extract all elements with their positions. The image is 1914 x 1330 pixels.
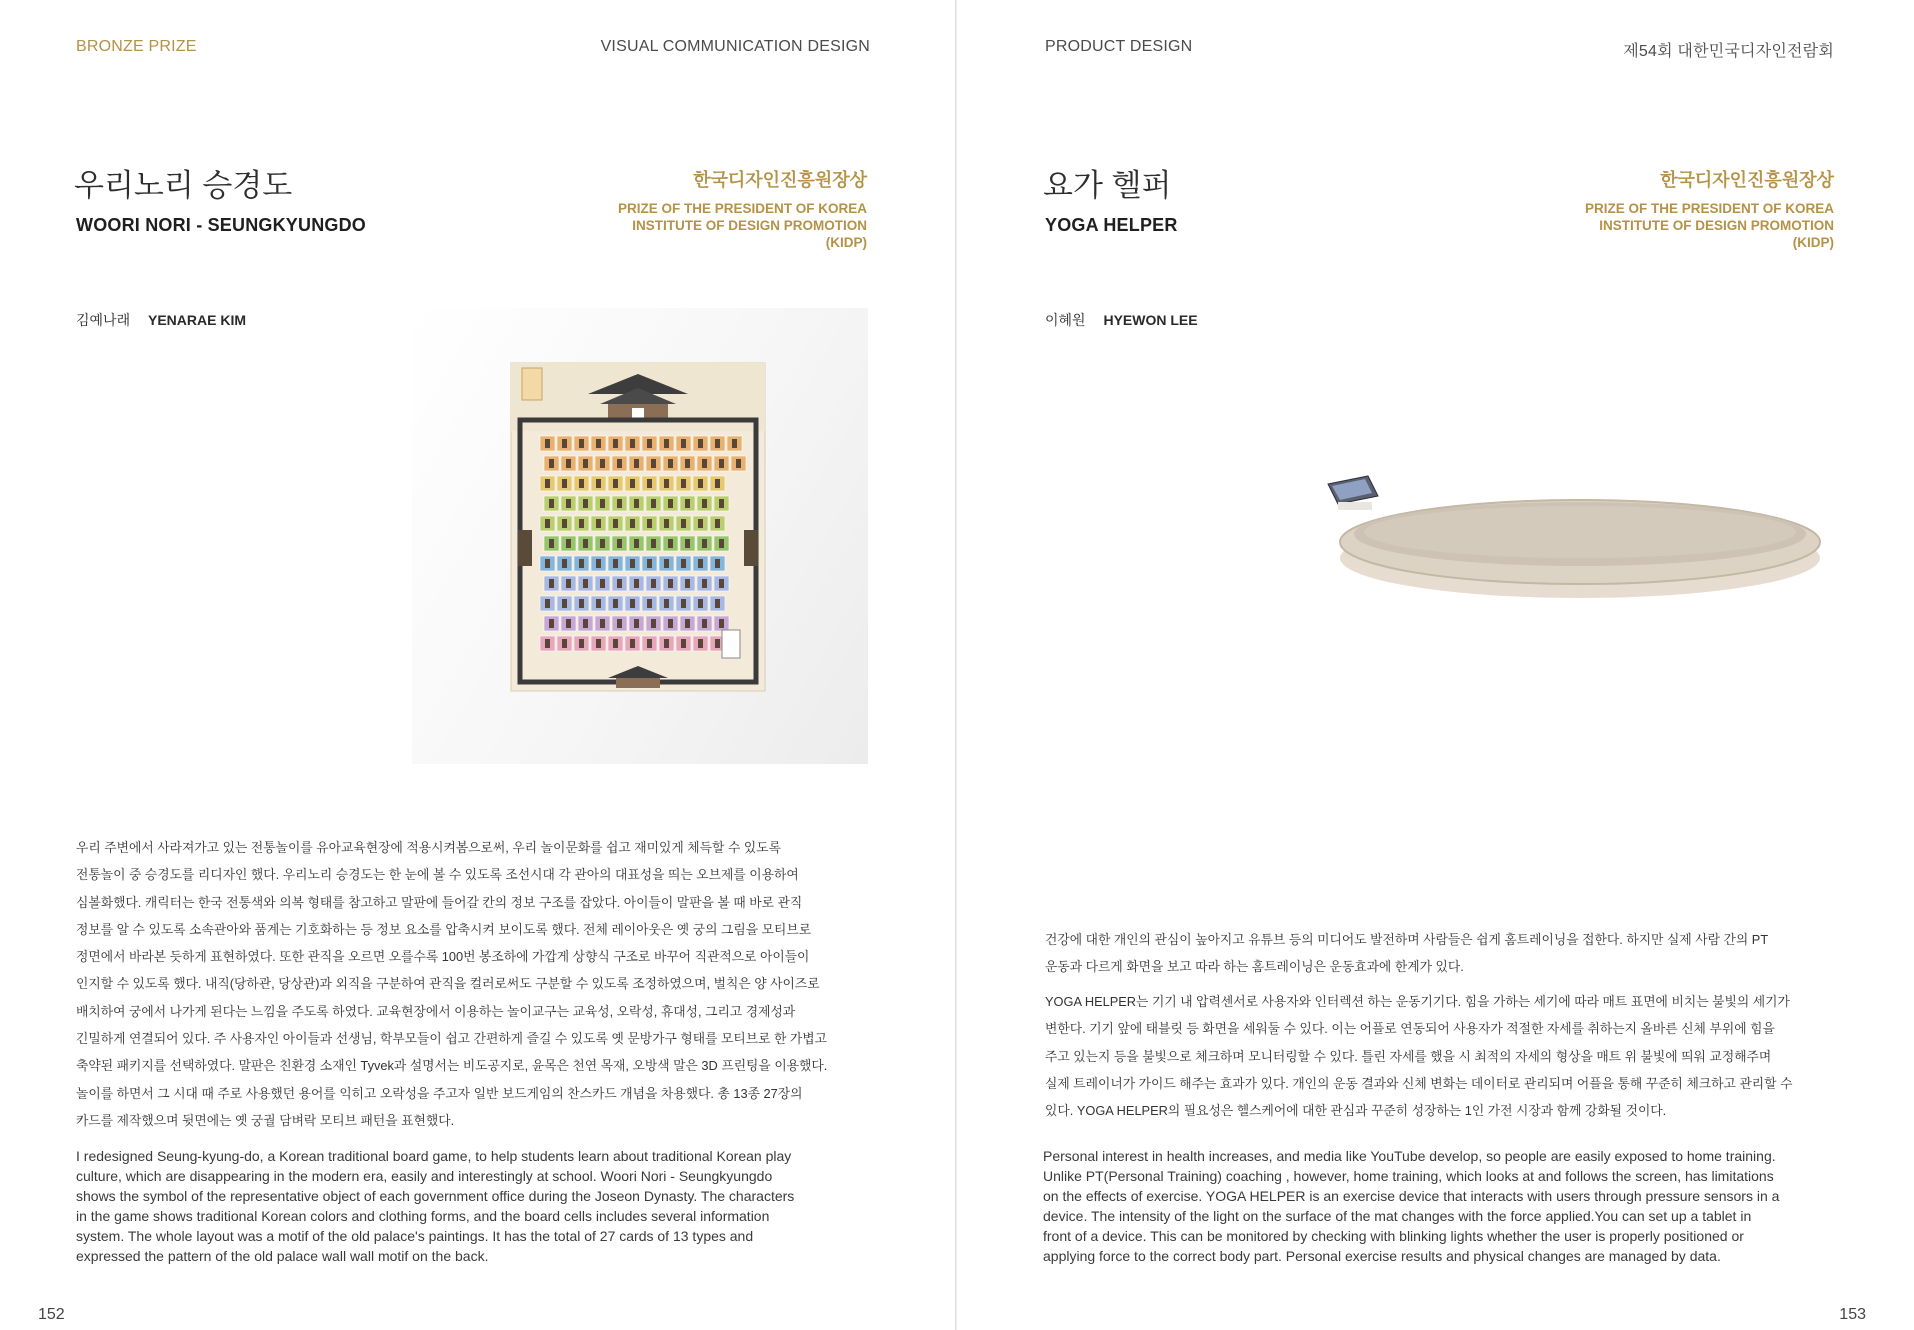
board-character xyxy=(630,599,635,608)
board-character xyxy=(702,499,707,508)
board-character xyxy=(719,619,724,628)
board-character xyxy=(600,619,605,628)
designer-name-english: HYEWON LEE xyxy=(1103,312,1198,328)
board-character xyxy=(681,599,686,608)
board-character xyxy=(702,459,707,468)
designer-name-korean: 김예나래 xyxy=(76,312,131,328)
board-character xyxy=(634,579,639,588)
board-character xyxy=(562,519,567,528)
tablet-holder xyxy=(1338,502,1372,510)
korean-text-line: 전통놀이 중 승경도를 리디자인 했다. 우리노리 승경도는 한 눈에 볼 수 있도록 조선시대 각 관아의 대표성을 띄는 오브제를 이용하여 xyxy=(76,867,799,883)
english-text-line: device. The intensity of the light on the surface of the mat changes with the force applied.You can set up a tablet in xyxy=(1043,1208,1752,1224)
board-character xyxy=(579,599,584,608)
board-character xyxy=(549,619,554,628)
designer-credit xyxy=(1045,310,1198,330)
board-character xyxy=(583,499,588,508)
description-korean-main xyxy=(1045,988,1855,1124)
board-character xyxy=(664,479,669,488)
board-character xyxy=(736,459,741,468)
board-character xyxy=(634,499,639,508)
korean-text-line: 있다. YOGA HELPER의 필요성은 헬스케어에 대한 관심과 꾸준히 성장하는 1인 가전 시장과 함께 강화될 것이다. xyxy=(1045,1103,1667,1119)
english-text-line: shows the symbol of the representative object of each government office during the Joseon Dynasty. The characters xyxy=(76,1188,795,1204)
board-character xyxy=(634,619,639,628)
designer-credit xyxy=(76,310,246,330)
board-character xyxy=(715,439,720,448)
board-character xyxy=(596,599,601,608)
description-korean xyxy=(76,834,876,1134)
english-text-line: system. The whole layout was a motif of the old palace's paintings. It has the total of 27 cards of 13 types and xyxy=(76,1228,754,1244)
board-character xyxy=(647,639,652,648)
board-game-illustration xyxy=(412,308,868,764)
board-character xyxy=(562,599,567,608)
english-text-line: applying force to the correct body part. Personal exercise results and physical changes are managed by data. xyxy=(1043,1248,1721,1264)
description-english xyxy=(76,1146,886,1266)
board-character xyxy=(617,539,622,548)
right-page xyxy=(957,0,1914,1330)
board-character xyxy=(685,579,690,588)
board-character xyxy=(715,519,720,528)
description-english xyxy=(1043,1146,1863,1266)
korean-text-line: 실제 트레이너가 가이드 해주는 효과가 있다. 개인의 운동 결과와 신체 변화는 데이터로 관리되며 어플을 통해 꾸준히 체크하고 관리할 수 xyxy=(1045,1075,1793,1091)
board-character xyxy=(617,579,622,588)
board-character xyxy=(613,439,618,448)
project-title-korean: 우리노리 승경도 xyxy=(74,168,293,203)
board-character xyxy=(668,459,673,468)
korean-text-line: 긴밀하게 연결되어 있다. 주 사용자인 아이들과 선생님, 학부모들이 쉽고 간편하게 즐길 수 있도록 옛 문방가구 형태를 모티브로 한 가볍고 xyxy=(76,1031,828,1047)
prize-line: (KIDP) xyxy=(825,235,867,250)
board-character xyxy=(566,499,571,508)
board-character xyxy=(647,519,652,528)
board-character xyxy=(545,439,550,448)
category-header: VISUAL COMMUNICATION DESIGN xyxy=(600,38,870,55)
board-cell-rows xyxy=(540,436,746,651)
board-character xyxy=(545,559,550,568)
exhibition-header: 제54회 대한민국디자인전람회 xyxy=(1623,43,1834,60)
board-character xyxy=(698,559,703,568)
board-character xyxy=(600,539,605,548)
board-character xyxy=(566,579,571,588)
board-character xyxy=(600,579,605,588)
prize-line: (KIDP) xyxy=(1792,235,1834,250)
left-side-gate xyxy=(518,530,532,566)
board-character xyxy=(562,479,567,488)
yoga-mat-photo xyxy=(1310,462,1830,602)
board-character xyxy=(634,539,639,548)
page-number: 152 xyxy=(38,1306,65,1323)
project-title-english: WOORI NORI - SEUNGKYUNGDO xyxy=(76,215,367,235)
board-character xyxy=(549,539,554,548)
board-character xyxy=(600,499,605,508)
board-character xyxy=(596,439,601,448)
board-character xyxy=(583,619,588,628)
board-character xyxy=(617,459,622,468)
korean-text-line: 카드를 제작했으며 뒷면에는 옛 궁궐 담벼락 모티브 패턴을 표현했다. xyxy=(76,1112,455,1128)
board-character xyxy=(596,639,601,648)
board-character xyxy=(630,519,635,528)
board-character xyxy=(681,639,686,648)
board-character xyxy=(647,559,652,568)
project-title-korean: 요가 헬퍼 xyxy=(1043,168,1172,203)
board-character xyxy=(732,439,737,448)
project-title-english: YOGA HELPER xyxy=(1045,215,1178,235)
board-character xyxy=(651,619,656,628)
board-character xyxy=(579,639,584,648)
korean-text-line: 배치하여 궁에서 나가게 된다는 느낌을 주도록 하였다. 교육현장에서 이용하는 놀이교구는 교육성, 오락성, 휴대성, 그리고 경제성과 xyxy=(76,1003,796,1019)
board-character xyxy=(549,579,554,588)
board-character xyxy=(613,479,618,488)
board-character xyxy=(664,639,669,648)
prize-line: PRIZE OF THE PRESIDENT OF KOREA xyxy=(617,201,867,216)
board-character xyxy=(698,479,703,488)
english-text-line: I redesigned Seung-kyung-do, a Korean traditional board game, to help students learn about traditional Korean play xyxy=(76,1148,792,1164)
designer-name-english: YENARAE KIM xyxy=(148,312,247,328)
board-character xyxy=(715,559,720,568)
board-character xyxy=(545,639,550,648)
board-character xyxy=(634,459,639,468)
yoga-mat-illustration xyxy=(1310,462,1830,602)
board-character xyxy=(702,619,707,628)
board-character xyxy=(685,539,690,548)
board-character xyxy=(545,599,550,608)
board-character xyxy=(651,539,656,548)
board-character xyxy=(681,479,686,488)
board-character xyxy=(698,639,703,648)
board-character xyxy=(651,459,656,468)
board-character xyxy=(630,559,635,568)
category-header: PRODUCT DESIGN xyxy=(1045,38,1193,55)
prize-line: PRIZE OF THE PRESIDENT OF KOREA xyxy=(1584,201,1834,216)
korean-text-line: 정보를 알 수 있도록 소속관아와 품계는 기호화하는 등 정보 요소를 압축시켜 보이도록 했다. 전체 레이아웃은 옛 궁의 그림을 모티브로 xyxy=(76,921,812,937)
board-character xyxy=(617,499,622,508)
board-character xyxy=(566,459,571,468)
korean-text-line: 심볼화했다. 캐릭터는 한국 전통색와 의복 형태를 참고하고 말판에 들어갈 칸의 정보 구조를 잡았다. 아이들이 말판을 볼 때 바로 관직 xyxy=(76,894,803,910)
board-character xyxy=(681,439,686,448)
board-character xyxy=(596,559,601,568)
award-level-header: BRONZE PRIZE xyxy=(76,38,197,55)
board-character xyxy=(664,519,669,528)
mat-surface-highlight xyxy=(1364,506,1796,558)
korean-text-line: 정면에서 바라본 듯하게 표현하였다. 또한 관직을 오르면 오를수록 100번 봉조하에 가깝게 상향식 구조로 바꾸어 직관적으로 아이들이 xyxy=(76,949,810,965)
board-character xyxy=(664,599,669,608)
board-character xyxy=(562,559,567,568)
korean-text-line: 건강에 대한 개인의 관심이 높아지고 유튜브 등의 미디어도 발전하며 사람들은 쉽게 홈트레이닝을 접한다. 하지만 실제 사람 간의 PT xyxy=(1045,932,1769,947)
left-page xyxy=(0,0,955,1330)
korean-text-line: YOGA HELPER는 기기 내 압력센서로 사용자와 인터렉션 하는 운동기기다. 힘을 가하는 세기에 따라 매트 표면에 비치는 불빛의 세기가 xyxy=(1045,994,1790,1009)
board-character xyxy=(668,619,673,628)
board-character xyxy=(685,499,690,508)
board-character xyxy=(545,519,550,528)
korean-text-line: 인지할 수 있도록 했다. 내직(당하관, 당상관)과 외직을 구분하여 관직을 컬러로써도 구분할 수 있도록 조정하였으며, 벌칙은 양 사이즈로 xyxy=(76,976,820,992)
description-korean-intro xyxy=(1045,926,1845,981)
board-character xyxy=(698,519,703,528)
board-character xyxy=(596,479,601,488)
board-character xyxy=(613,599,618,608)
board-character xyxy=(630,439,635,448)
prize-name-english xyxy=(547,200,867,251)
korean-text-line: 축약된 패키지를 선택하였다. 말판은 친환경 소재인 Tyvek과 설명서는 비도공지로, 윤목은 천연 목재, 오방색 말은 3D 프린팅을 이용했다. xyxy=(76,1058,828,1074)
english-text-line: culture, which are disappearing in the modern era, easily and interestingly at school. Woori Nori - Seungkyungdo xyxy=(76,1168,773,1184)
board-character xyxy=(668,499,673,508)
board-character xyxy=(583,459,588,468)
board-character xyxy=(613,519,618,528)
board-character xyxy=(651,499,656,508)
board-character xyxy=(579,559,584,568)
board-game-photo xyxy=(412,308,868,764)
designer-name-korean: 이혜원 xyxy=(1045,312,1086,328)
prize-name-english xyxy=(1514,200,1834,251)
english-text-line: expressed the pattern of the old palace wall wall motif on the back. xyxy=(76,1248,489,1264)
board-character xyxy=(600,459,605,468)
english-text-line: Personal interest in health increases, and media like YouTube develop, so people are easily exposed to home training. xyxy=(1043,1148,1776,1164)
board-character xyxy=(549,459,554,468)
board-character xyxy=(562,639,567,648)
board-character xyxy=(715,599,720,608)
palace-sign xyxy=(632,408,644,418)
korean-text-line: 우리 주변에서 사라져가고 있는 전통놀이를 유아교육현장에 적용시켜봄으로써, 우리 놀이문화를 쉽고 재미있게 체득할 수 있도록 xyxy=(76,840,781,855)
board-character xyxy=(630,479,635,488)
board-character xyxy=(579,519,584,528)
english-text-line: Unlike PT(Personal Training) coaching , however, home training, which looks at and follows the screen, has limitations xyxy=(1043,1168,1774,1184)
board-character xyxy=(719,539,724,548)
board-character xyxy=(647,479,652,488)
board-character xyxy=(702,539,707,548)
board-character xyxy=(719,459,724,468)
board-character xyxy=(719,499,724,508)
right-side-gate xyxy=(744,530,758,566)
board-character xyxy=(630,639,635,648)
board-character xyxy=(647,439,652,448)
board-character xyxy=(715,639,720,648)
board-character xyxy=(664,559,669,568)
board-character xyxy=(617,619,622,628)
board-character xyxy=(651,579,656,588)
korean-text-line: 주고 있는지 등을 불빛으로 체크하며 모니터링할 수 있다. 틀린 자세를 했을 시 최적의 자세의 형상을 매트 위 불빛에 띄워 교정해주며 xyxy=(1045,1048,1772,1064)
board-character xyxy=(566,539,571,548)
board-character xyxy=(562,439,567,448)
board-character xyxy=(613,559,618,568)
english-text-line: in the game shows traditional Korean colors and clothing forms, and the board cells includes several information xyxy=(76,1208,770,1224)
board-character xyxy=(549,499,554,508)
prize-line: INSTITUTE OF DESIGN PROMOTION xyxy=(1599,218,1834,233)
page-number: 153 xyxy=(1839,1306,1866,1323)
board-character xyxy=(668,539,673,548)
prize-line: INSTITUTE OF DESIGN PROMOTION xyxy=(632,218,867,233)
board-character xyxy=(583,539,588,548)
board-character xyxy=(702,579,707,588)
prize-name-korean: 한국디자인진흥원장상 xyxy=(1660,170,1834,190)
board-character xyxy=(545,479,550,488)
board-character xyxy=(579,479,584,488)
bottom-gate xyxy=(616,678,660,688)
board-character xyxy=(664,439,669,448)
board-character xyxy=(579,439,584,448)
board-character xyxy=(685,459,690,468)
board-title-tag xyxy=(522,368,542,400)
board-character xyxy=(681,559,686,568)
english-text-line: front of a device. This can be monitored by checking with blinking lights whether the user is properly positioned or xyxy=(1043,1228,1744,1244)
board-character xyxy=(719,579,724,588)
board-character xyxy=(613,639,618,648)
english-text-line: on the effects of exercise. YOGA HELPER is an exercise device that interacts with users through pressure sensors in a xyxy=(1043,1188,1780,1204)
board-character xyxy=(647,599,652,608)
board-character xyxy=(698,599,703,608)
korean-text-line: 놀이를 하면서 그 시대 때 주로 사용했던 용어를 익히고 오락성을 주고자 일반 보드게임의 찬스카드 개념을 차용했다. 총 13종 27장의 xyxy=(76,1085,803,1101)
board-character xyxy=(698,439,703,448)
board-character xyxy=(685,619,690,628)
board-label-box xyxy=(722,630,740,658)
board-character xyxy=(715,479,720,488)
korean-text-line: 운동과 다르게 화면을 보고 따라 하는 홈트레이닝은 운동효과에 한계가 있다. xyxy=(1045,959,1464,975)
board-character xyxy=(668,579,673,588)
korean-text-line: 변한다. 기기 앞에 태블릿 등 화면을 세워둘 수 있다. 이는 어플로 연동되어 사용자가 적절한 자세를 취하는지 올바른 신체 부위에 힘을 xyxy=(1045,1021,1775,1037)
board-character xyxy=(566,619,571,628)
board-character xyxy=(596,519,601,528)
prize-name-korean: 한국디자인진흥원장상 xyxy=(693,170,867,190)
board-character xyxy=(583,579,588,588)
board-character xyxy=(681,519,686,528)
